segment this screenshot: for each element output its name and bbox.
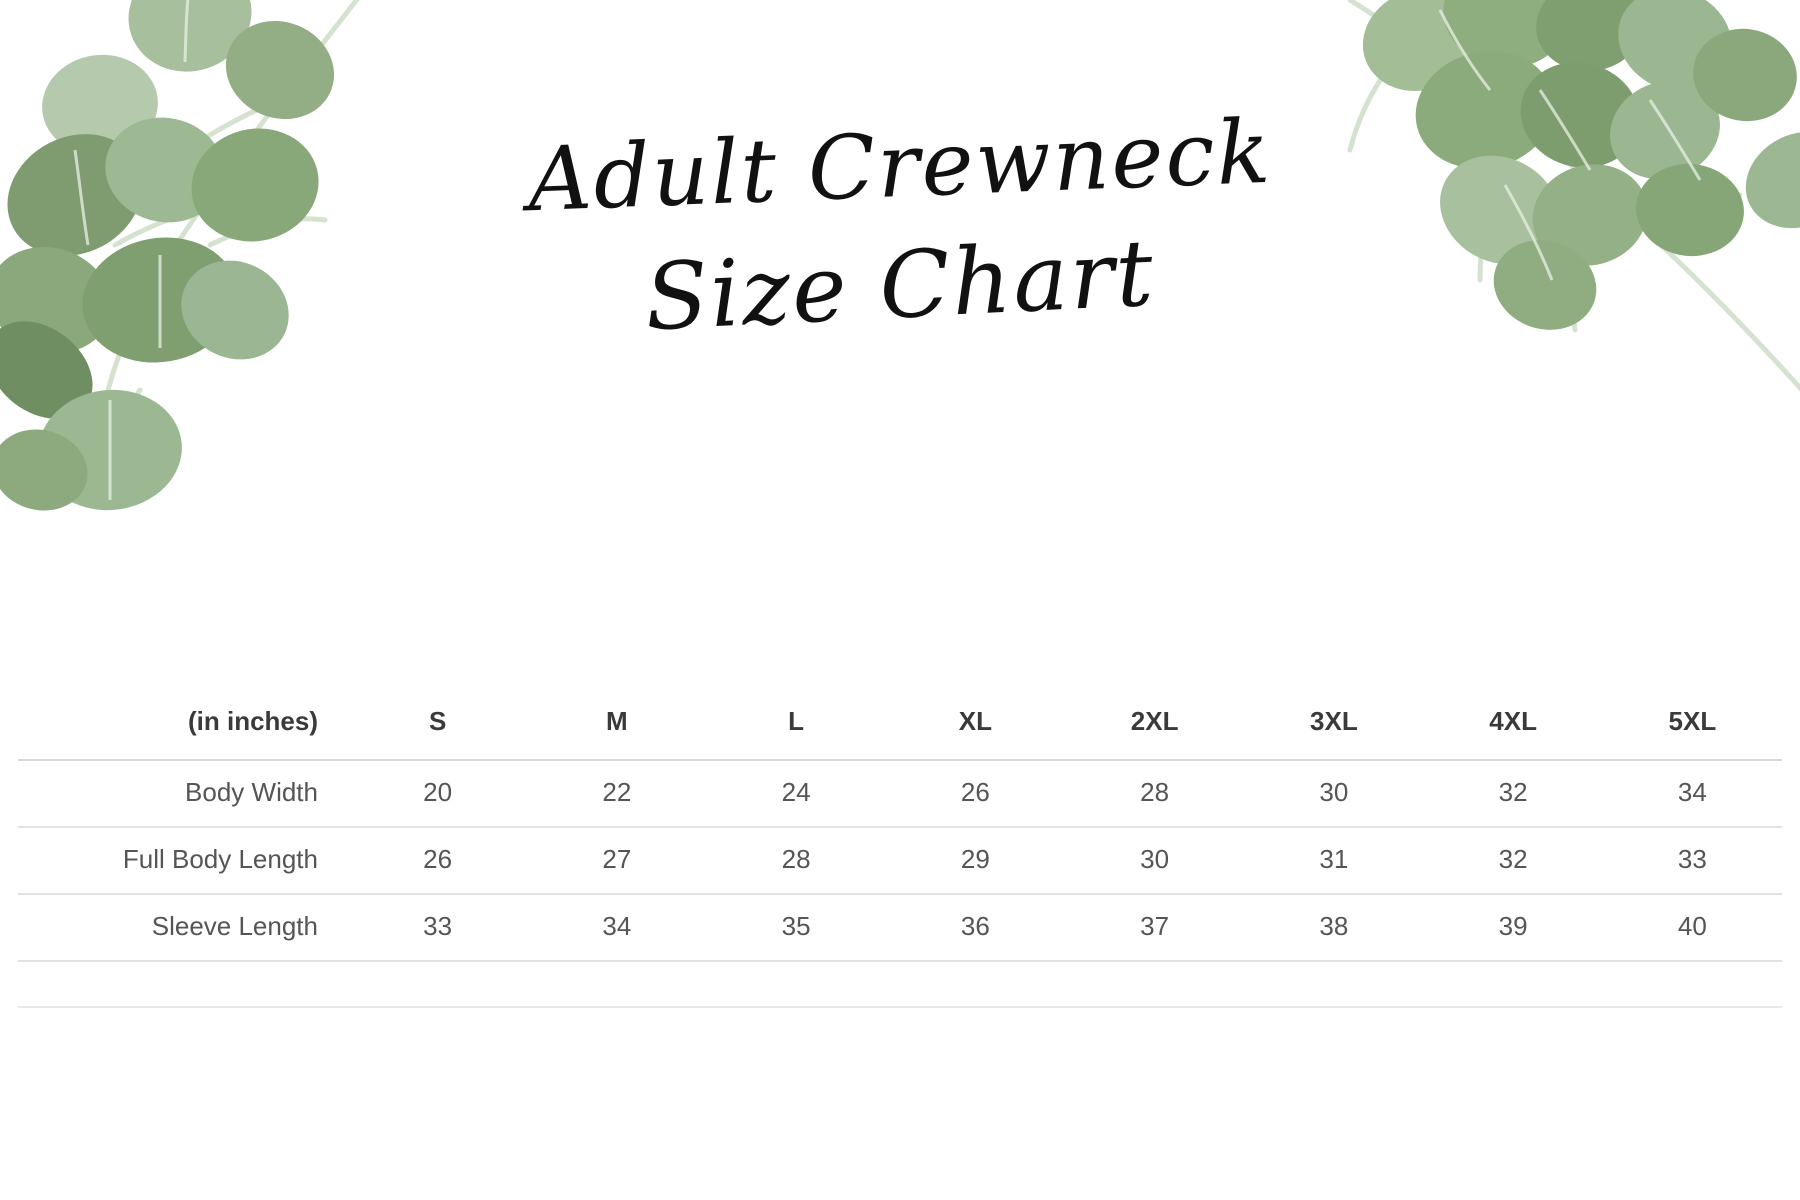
cell-full-body-length-2xl: 30	[1140, 844, 1170, 874]
cell-full-body-length-l: 28	[781, 844, 811, 874]
cell-body-width-2xl: 28	[1140, 777, 1170, 807]
row-label-body-width: Body Width	[185, 777, 318, 807]
cell-full-body-length-5xl: 33	[1677, 844, 1707, 874]
cell-full-body-length-4xl: 32	[1498, 844, 1528, 874]
title-line-2: Size Chart	[642, 219, 1158, 352]
cell-sleeve-length-l: 35	[781, 911, 811, 941]
cell-body-width-xl: 26	[960, 777, 990, 807]
table-row	[18, 894, 1782, 961]
size-chart-table	[18, 690, 1782, 962]
table-header-5xl: 5XL	[1668, 706, 1717, 736]
table-header	[18, 690, 1782, 760]
cell-full-body-length-xl: 29	[960, 844, 990, 874]
table-header-units: (in inches)	[187, 706, 318, 736]
row-label-full-body-length: Full Body Length	[122, 844, 318, 874]
cell-full-body-length-m: 27	[602, 844, 632, 874]
table-header-xl: XL	[958, 706, 992, 736]
cell-sleeve-length-5xl: 40	[1677, 911, 1707, 941]
cell-sleeve-length-xl: 36	[960, 911, 990, 941]
cell-body-width-4xl: 32	[1498, 777, 1528, 807]
table-header-4xl: 4XL	[1489, 706, 1537, 736]
cell-body-width-m: 22	[602, 777, 632, 807]
row-label-sleeve-length: Sleeve Length	[151, 911, 318, 941]
table-header-row	[18, 690, 1782, 760]
table-bottom-divider	[18, 1006, 1782, 1008]
table-row	[18, 760, 1782, 827]
cell-body-width-5xl: 34	[1677, 777, 1707, 807]
table-header-s: S	[428, 706, 447, 736]
cell-body-width-3xl: 30	[1319, 777, 1349, 807]
cell-sleeve-length-4xl: 39	[1498, 911, 1528, 941]
table-header-3xl: 3XL	[1310, 706, 1358, 736]
title-line-1: Adult Crewneck	[526, 99, 1274, 232]
size-chart-section	[18, 690, 1782, 1008]
cell-sleeve-length-s: 33	[423, 911, 453, 941]
cell-full-body-length-3xl: 31	[1319, 844, 1349, 874]
cell-full-body-length-s: 26	[423, 844, 453, 874]
table-header-l: L	[788, 706, 805, 736]
cell-sleeve-length-3xl: 38	[1319, 911, 1349, 941]
cell-sleeve-length-m: 34	[602, 911, 632, 941]
table-row	[18, 827, 1782, 894]
table-header-2xl: 2XL	[1130, 706, 1179, 736]
cell-sleeve-length-2xl: 37	[1140, 911, 1170, 941]
cell-body-width-l: 24	[781, 777, 811, 807]
table-header-m: M	[606, 706, 628, 736]
table-body	[18, 760, 1782, 961]
page-title	[0, 99, 1800, 352]
cell-body-width-s: 20	[423, 777, 453, 807]
